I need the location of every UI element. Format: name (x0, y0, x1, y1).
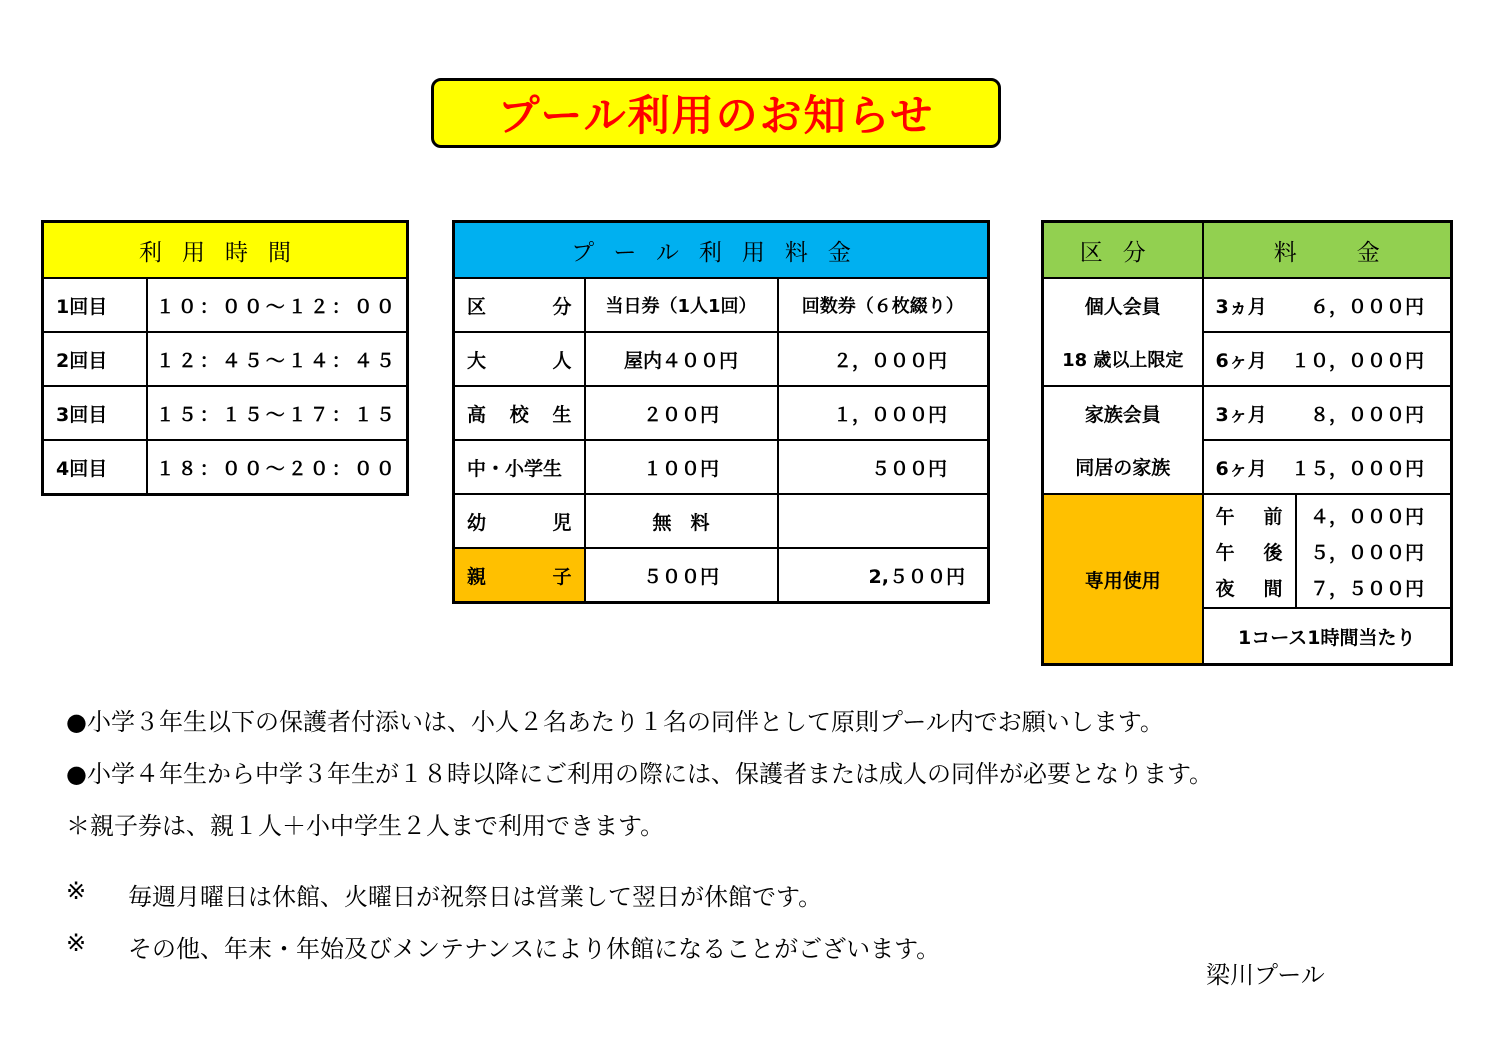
table-row (454, 332, 989, 386)
session-time: １０：００〜１２：００ (147, 278, 408, 332)
session-label: 2回目 (43, 332, 147, 386)
day-ticket-price: ５００円 (585, 548, 778, 603)
fee-category: 大 人 (454, 332, 585, 386)
session-time: １２：４５〜１４：４５ (147, 332, 408, 386)
table-row (43, 440, 408, 495)
closing-note-1: 毎週月曜日は休館、火曜日が祝祭日は営業して翌日が休館です。 (128, 883, 823, 911)
table-row (454, 278, 989, 332)
session-label: 4回目 (43, 440, 147, 495)
membership-table (1041, 220, 1453, 666)
note-1: ●小学３年生以下の保護者付添いは、小人２名あたり１名の同伴として原則プール内でお願いします。 (66, 708, 1164, 736)
reference-mark-2: ※ (66, 929, 87, 957)
table-row (1043, 278, 1452, 332)
session-label: 3回目 (43, 386, 147, 440)
individual-3m: 3ヵ月 ６，０００円 (1203, 278, 1452, 332)
fees-header: プール利用料金 (454, 222, 989, 279)
table-row (1043, 440, 1452, 494)
table-row (43, 386, 408, 440)
table-row (1043, 386, 1452, 440)
table-row (43, 332, 408, 386)
membership-kubun-header: 区分 (1043, 222, 1203, 279)
schedule-header: 利用時間 (43, 222, 408, 279)
day-ticket-price: 無 料 (585, 494, 778, 548)
table-row (454, 440, 989, 494)
table-row (1043, 494, 1452, 608)
schedule-table (41, 220, 409, 496)
reference-mark-1: ※ (66, 877, 87, 905)
day-ticket-header: 当日券（1人1回） (585, 278, 778, 332)
session-label: 1回目 (43, 278, 147, 332)
note-2: ●小学４年生から中学３年生が１８時以降にご利用の際には、保護者または成人の同伴が必要となります。 (66, 760, 1214, 788)
coupon-price: 2,５００円 (778, 548, 989, 603)
family-member-note: 同居の家族 (1043, 440, 1203, 494)
table-row (1043, 332, 1452, 386)
exclusive-fees: ４，０００円 ５，０００円 ７，５００円 (1296, 494, 1452, 608)
exclusive-note: 1コース1時間当たり (1203, 608, 1452, 665)
individual-member-label: 個人会員 (1043, 278, 1203, 332)
title-banner (431, 78, 1001, 148)
exclusive-use-label: 専用使用 (1043, 494, 1203, 665)
fee-category-header: 区 分 (454, 278, 585, 332)
individual-member-note: 18 歳以上限定 (1043, 332, 1203, 386)
day-ticket-price: 屋内４００円 (585, 332, 778, 386)
session-time: １８：００〜２０：００ (147, 440, 408, 495)
day-ticket-price: ２００円 (585, 386, 778, 440)
fee-category-highlight: 親 子 (454, 548, 585, 603)
table-row (454, 494, 989, 548)
day-ticket-price: １００円 (585, 440, 778, 494)
table-row (454, 548, 989, 603)
session-time: １５：１５〜１７：１５ (147, 386, 408, 440)
fee-category: 高 校 生 (454, 386, 585, 440)
page-title: プール利用のお知らせ (497, 91, 935, 140)
family-member-label: 家族会員 (1043, 386, 1203, 440)
coupon-price: １，０００円 (778, 386, 989, 440)
family-6m: 6ヶ月 １５，０００円 (1203, 440, 1452, 494)
closing-note-2: その他、年末・年始及びメンテナンスにより休館になることがございます。 (128, 935, 941, 963)
coupon-price: ２，０００円 (778, 332, 989, 386)
coupon-price (778, 494, 989, 548)
exclusive-periods: 午 前 午 後 夜 間 (1203, 494, 1296, 608)
fee-category: 幼 児 (454, 494, 585, 548)
coupon-price: ５００円 (778, 440, 989, 494)
table-row (454, 386, 989, 440)
individual-6m: 6ヶ月 １０，０００円 (1203, 332, 1452, 386)
table-row (43, 278, 408, 332)
signature: 梁川プール (1206, 961, 1325, 989)
note-3: ＊親子券は、親１人＋小中学生２人まで利用できます。 (66, 812, 665, 840)
fee-category: 中・小学生 (454, 440, 585, 494)
coupon-header: 回数券（６枚綴り） (778, 278, 989, 332)
fees-table (452, 220, 990, 604)
family-3m: 3ヶ月 ８，０００円 (1203, 386, 1452, 440)
membership-fee-header: 料金 (1203, 222, 1452, 279)
